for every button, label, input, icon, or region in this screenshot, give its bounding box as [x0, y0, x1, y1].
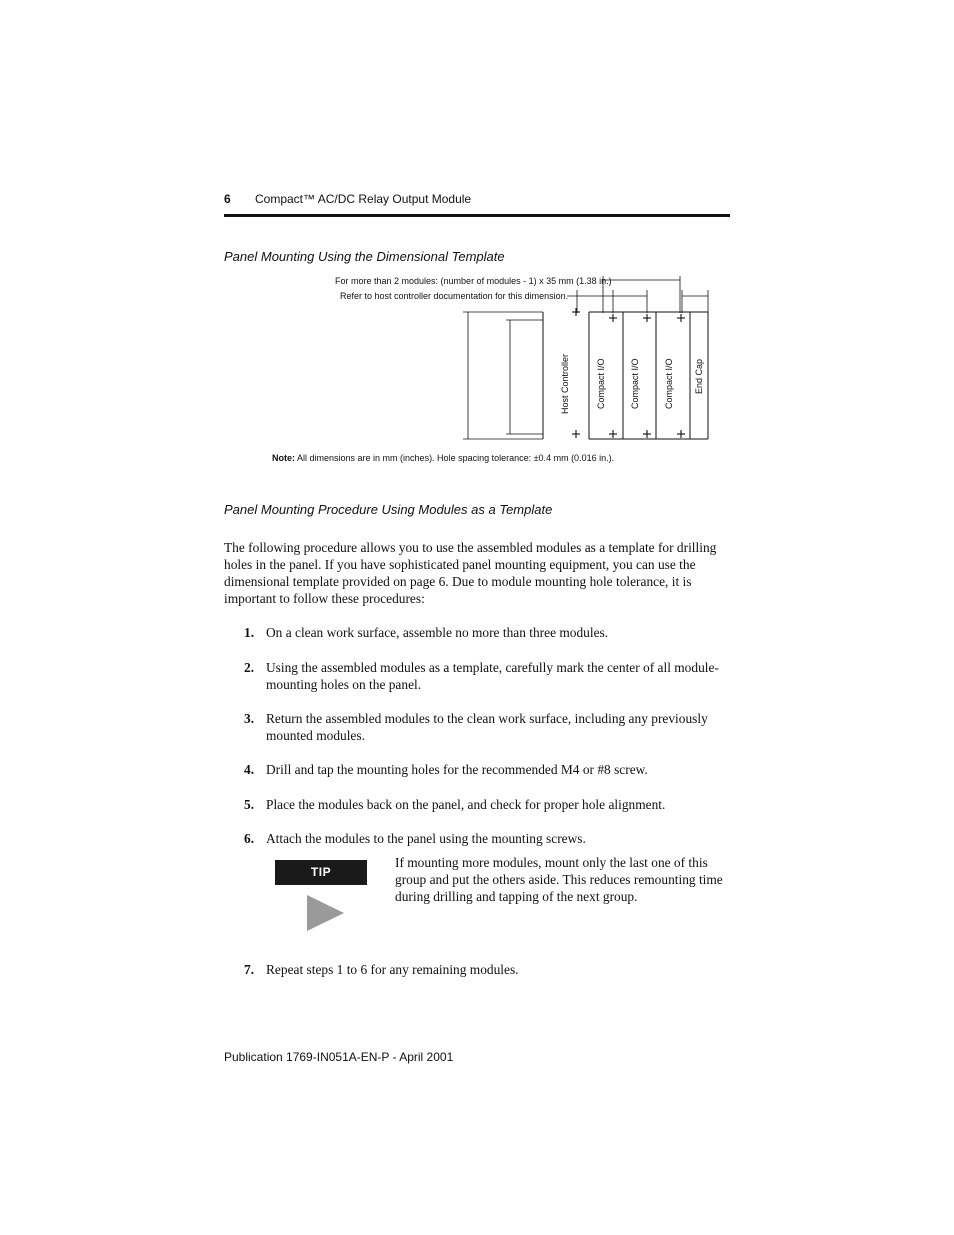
step-number: 4. [244, 762, 255, 777]
footer-publication: Publication 1769-IN051A-EN-P - April 2001 [224, 1050, 454, 1064]
step-number: 6. [244, 831, 255, 846]
step-text: Return the assembled modules to the clean work surface, including any previously mounted modules. [266, 711, 708, 743]
tip-text: If mounting more modules, mount only the last one of this group and put the others aside. This reduces remounting time during drilling and tapping of the next group. [395, 855, 723, 904]
note-text: All dimensions are in mm (inches). Hole spacing tolerance: ±0.4 mm (0.016 in.). [297, 453, 615, 463]
step-text: On a clean work surface, assemble no more than three modules. [266, 625, 609, 640]
step-5 [244, 796, 734, 813]
step-1 [244, 624, 734, 641]
step-text: Repeat steps 1 to 6 for any remaining modules. [266, 962, 519, 977]
step-number: 2. [244, 660, 255, 675]
tip-label: TIP [275, 860, 367, 885]
step-text: Place the modules back on the panel, and check for proper hole alignment. [266, 797, 666, 812]
step-7 [244, 961, 734, 978]
step-3 [244, 710, 734, 744]
intro-paragraph: The following procedure allows you to use the assembled modules as a template for drilling holes in the panel. If you have sophisticated panel mounting equipment, you can use the dimensional template provided on page 6. Due to module mounting hole tolerance, it is important to follow these procedures: [224, 540, 717, 606]
module-label-end-cap: End Cap [694, 358, 704, 394]
step-number: 3. [244, 711, 255, 726]
dimensional-template-diagram [300, 268, 720, 448]
module-label-compact-io-2: Compact I/O [630, 358, 640, 409]
note-label: Note: [272, 453, 295, 463]
step-6 [244, 830, 734, 847]
section-heading-dimensional-template: Panel Mounting Using the Dimensional Template [224, 249, 505, 264]
header-rule [224, 214, 730, 217]
module-label-compact-io-1: Compact I/O [596, 358, 606, 409]
module-label-host-controller: Host Controller [560, 353, 570, 414]
step-4 [244, 761, 734, 778]
step-2 [244, 659, 734, 693]
step-text: Drill and tap the mounting holes for the recommended M4 or #8 screw. [266, 762, 648, 777]
step-text: Attach the modules to the panel using the mounting screws. [266, 831, 586, 846]
diagram-note [272, 453, 614, 463]
tip-arrow-icon [306, 894, 346, 934]
step-number: 5. [244, 797, 255, 812]
section-heading-procedure: Panel Mounting Procedure Using Modules as a Template [224, 502, 553, 517]
callout-modules-spacing: For more than 2 modules: (number of modules - 1) x 35 mm (1.38 in.) [335, 276, 612, 286]
step-number: 7. [244, 962, 255, 977]
step-text: Using the assembled modules as a template, carefully mark the center of all module-mounting holes on the panel. [266, 660, 719, 692]
step-number: 1. [244, 625, 255, 640]
module-label-compact-io-3: Compact I/O [664, 358, 674, 409]
running-header-title: Compact™ AC/DC Relay Output Module [255, 192, 472, 206]
callout-host-dimension: Refer to host controller documentation for this dimension. [340, 291, 569, 301]
page-number: 6 [224, 192, 231, 206]
